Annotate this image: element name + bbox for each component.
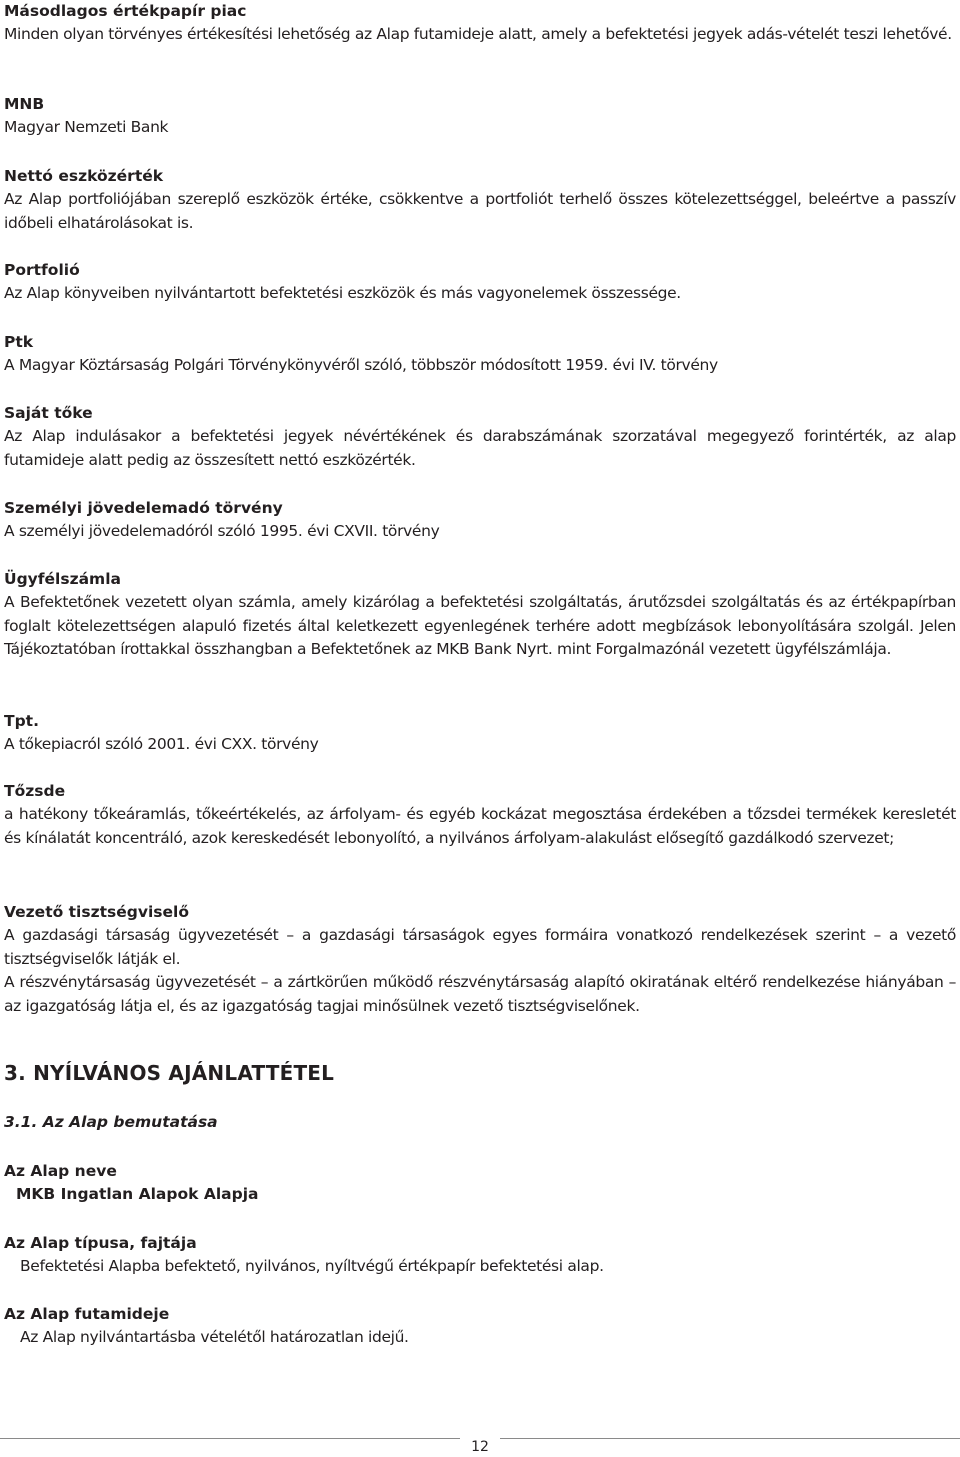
- glossary-definition: A gazdasági társaság ügyvezetését – a gazdasági társaságok egyes formáira vonatkozó rendelkezések szerint – a vezető tisztségviselők látják el.: [4, 926, 956, 968]
- fund-detail-value: MKB Ingatlan Alapok Alapja: [16, 1185, 259, 1203]
- glossary-term: Ptk: [4, 333, 34, 351]
- glossary-definition: Minden olyan törvényes értékesítési lehetőség az Alap futamideje alatt, amely a befektetési jegyek adás-vételét teszi lehetővé.: [4, 25, 952, 43]
- glossary-definition: Magyar Nemzeti Bank: [4, 118, 169, 136]
- glossary-term: Másodlagos értékpapír piac: [4, 2, 247, 20]
- glossary-definition: a hatékony tőkeáramlás, tőkeértékelés, az árfolyam- és egyéb kockázat megosztása érdekében a tőzsdei termékek keresletét és kínálatát koncentráló, azok kereskedését lebonyolító, a nyilvános árfolyam-alakulást elősegítő gazdálkodó szervezet;: [4, 805, 956, 847]
- fund-detail: [4, 1303, 956, 1350]
- glossary-entry: [4, 780, 956, 850]
- glossary-definition: A tőkepiacról szóló 2001. évi CXX. törvény: [4, 735, 319, 753]
- glossary-definition: A személyi jövedelemadóról szóló 1995. évi CXVII. törvény: [4, 522, 440, 540]
- section-subheading: 3.1. Az Alap bemutatása: [4, 1113, 218, 1131]
- glossary-term: Saját tőke: [4, 404, 93, 422]
- page-number: 12: [460, 1437, 500, 1457]
- glossary-entry: [4, 0, 956, 47]
- fund-detail-value: Az Alap nyilvántartásba vételétől határozatlan idejű.: [20, 1328, 409, 1346]
- glossary-term: Ügyfélszámla: [4, 570, 121, 588]
- glossary-definition-continued: A részvénytársaság ügyvezetését – a zártkörűen működő részvénytársaság alapító okiratának eltérő rendelkezése hiányában – az igazgatóság látja el, és az igazgatóság tagjai minősülnek vezető tisztségviselőnek.: [4, 973, 956, 1015]
- fund-detail-label: Az Alap futamideje: [4, 1305, 170, 1323]
- glossary-entry: [4, 710, 956, 757]
- glossary-entry: [4, 331, 956, 378]
- glossary-entry: [4, 93, 956, 140]
- glossary-entry: [4, 901, 956, 1018]
- section-heading: 3. NYÍLVÁNOS AJÁNLATTÉTEL: [4, 1061, 335, 1085]
- glossary-term: Személyi jövedelemadó törvény: [4, 499, 283, 517]
- fund-detail: [4, 1232, 956, 1279]
- glossary-term: MNB: [4, 95, 45, 113]
- glossary-term: Tőzsde: [4, 782, 66, 800]
- glossary-term: Tpt.: [4, 712, 39, 730]
- fund-detail-value: Befektetési Alapba befektető, nyilvános, nyíltvégű értékpapír befektetési alap.: [20, 1257, 604, 1275]
- fund-detail-label: Az Alap neve: [4, 1162, 117, 1180]
- glossary-term: Portfolió: [4, 261, 80, 279]
- glossary-definition: A Befektetőnek vezetett olyan számla, amely kizárólag a befektetési szolgáltatás, árutőzsdei szolgáltatás és az értékpapírban foglalt kötelezettségen alapuló fizetés által keletkezett egyenlegének terhére adott megbízások lebonyolítására szolgál. Jelen Tájékoztatóban írottakkal összhangban a Befektetőnek az MKB Bank Nyrt. mint Forgalmazónál vezetett ügyfélszámlája.: [4, 593, 956, 658]
- glossary-entry: [4, 165, 956, 235]
- glossary-entry: [4, 402, 956, 472]
- glossary-definition: Az Alap könyveiben nyilvántartott befektetési eszközök és más vagyonelemek összessége.: [4, 284, 681, 302]
- glossary-entry: [4, 568, 956, 662]
- glossary-definition: Az Alap indulásakor a befektetési jegyek névértékének és darabszámának szorzatával megegyező forintérték, az alap futamideje alatt pedig az összesített nettó eszközérték.: [4, 427, 956, 469]
- glossary-term: Vezető tisztségviselő: [4, 903, 189, 921]
- glossary-definition: Az Alap portfoliójában szereplő eszközök értéke, csökkentve a portfoliót terhelő összes kötelezettséggel, beleértve a passzív időbeli elhatárolásokat is.: [4, 190, 956, 232]
- fund-detail-label: Az Alap típusa, fajtája: [4, 1234, 197, 1252]
- glossary-definition: A Magyar Köztársaság Polgári Törvénykönyvéről szóló, többször módosított 1959. évi IV. törvény: [4, 356, 718, 374]
- fund-detail: [4, 1160, 956, 1206]
- glossary-entry: [4, 259, 956, 306]
- glossary-entry: [4, 497, 956, 544]
- glossary-term: Nettó eszközérték: [4, 167, 164, 185]
